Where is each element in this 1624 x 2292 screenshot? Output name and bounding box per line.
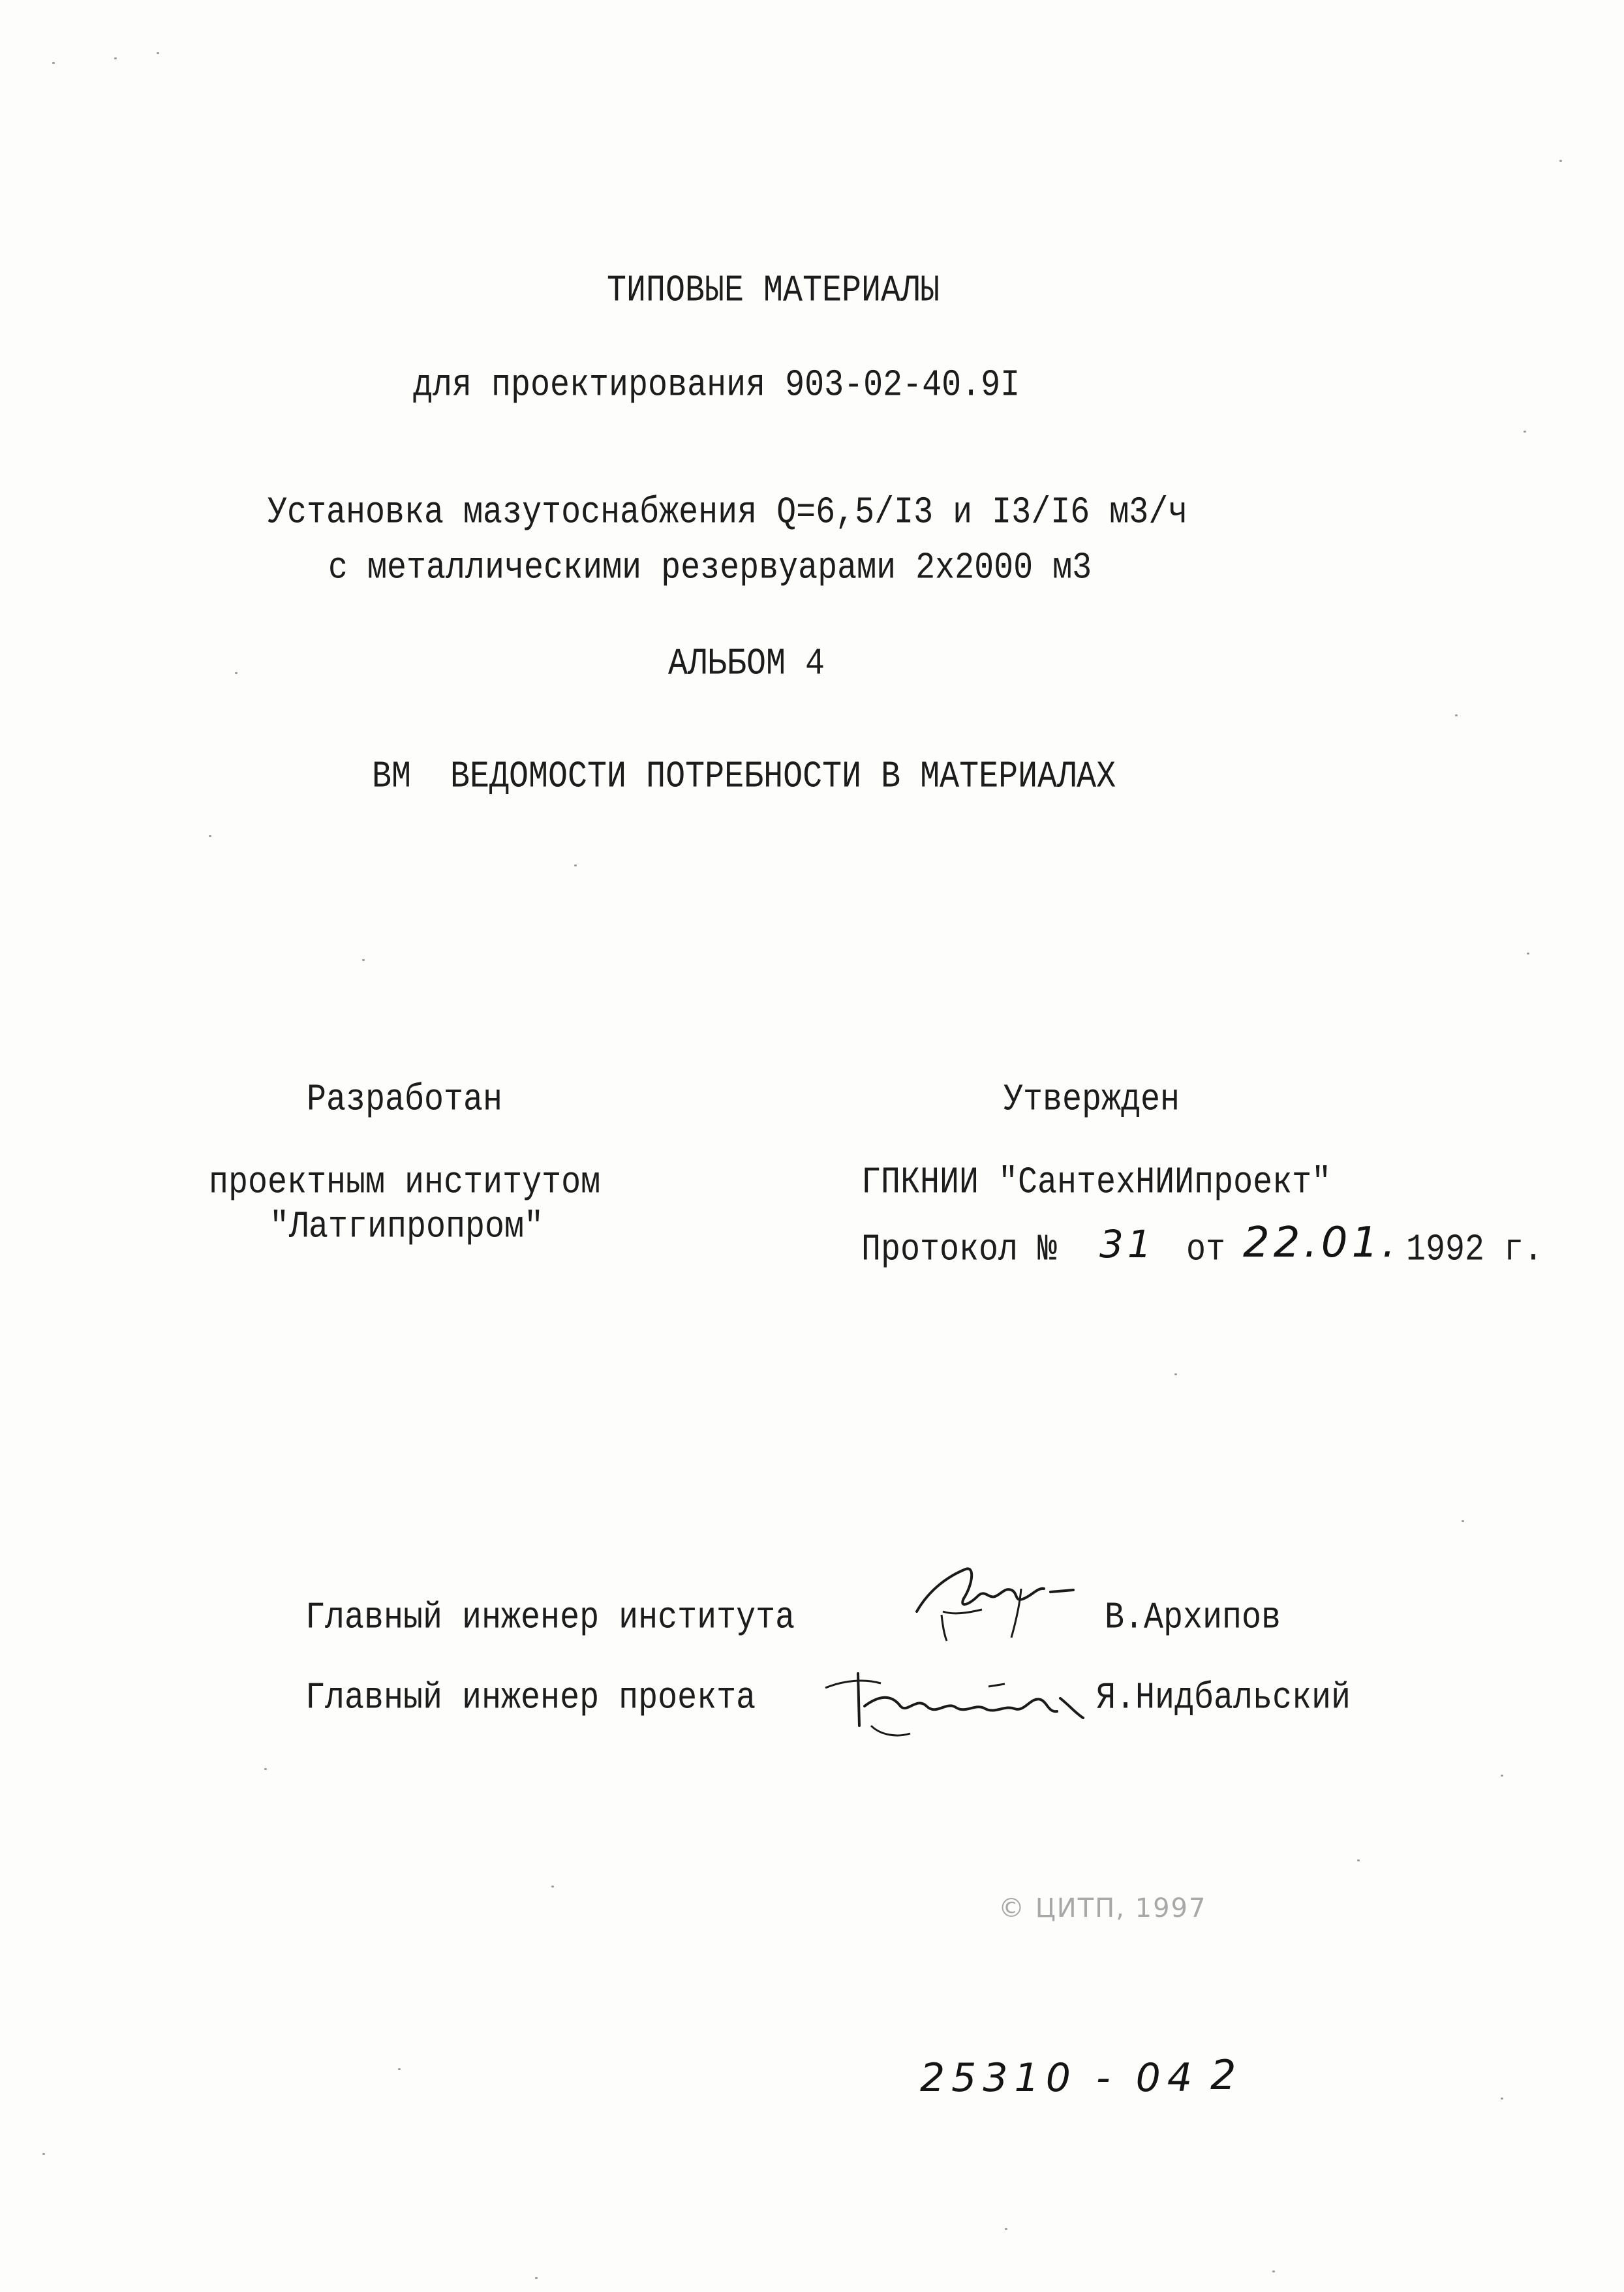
- section-title: ВМ ВЕДОМОСТИ ПОТРЕБНОСТИ В МАТЕРИАЛАХ: [372, 756, 1116, 799]
- scan-speck: [1559, 160, 1562, 162]
- project-line-1: Установка мазутоснабжения Q=6,5/I3 и I3/I6 м3/ч: [268, 491, 1188, 534]
- scan-speck: [1524, 431, 1526, 433]
- scan-speck: [114, 57, 117, 59]
- scan-speck: [1527, 953, 1529, 955]
- protocol-number: 31: [1099, 1222, 1156, 1266]
- developed-institute-line2: "Латгипропром": [269, 1206, 544, 1249]
- signature-arkhipov: [904, 1550, 1099, 1647]
- document-number: 25310 - 04: [920, 2055, 1199, 2101]
- document-title: ТИПОВЫЕ МАТЕРИАЛЫ: [607, 269, 940, 313]
- scan-speck: [42, 2153, 45, 2155]
- scan-speck: [157, 52, 159, 54]
- approved-organization: ГПКНИИ "СантехНИИпроект": [861, 1161, 1332, 1204]
- protocol-date-handwritten: 22.01.: [1243, 1219, 1400, 1267]
- chief-institute-name: В.Архипов: [1105, 1597, 1281, 1640]
- scan-speck: [264, 1768, 267, 1770]
- scan-speck: [1462, 1520, 1464, 1522]
- scan-speck: [398, 2068, 401, 2070]
- scan-speck: [574, 864, 577, 866]
- chief-project-label: Главный инженер проекта: [305, 1677, 756, 1720]
- scan-speck: [1455, 714, 1458, 716]
- scan-speck: [209, 835, 211, 837]
- protocol-year: 1992 г.: [1406, 1229, 1544, 1272]
- chief-institute-label: Главный инженер института: [305, 1597, 795, 1640]
- scan-speck: [362, 959, 365, 961]
- copyright-stamp: © ЦИТП, 1997: [998, 1893, 1207, 1923]
- approved-label: Утвержден: [1004, 1078, 1180, 1122]
- scan-speck: [52, 62, 55, 64]
- album-number: АЛЬБОМ 4: [668, 643, 825, 686]
- sheet-number: 2: [1210, 2051, 1240, 2099]
- scan-speck: [235, 672, 237, 674]
- scan-speck: [551, 1886, 554, 1887]
- scan-speck: [1501, 2098, 1503, 2100]
- developed-label: Разработан: [307, 1078, 503, 1122]
- protocol-label: Протокол №: [861, 1229, 1058, 1272]
- scan-speck: [535, 2277, 538, 2279]
- project-line-2: с металлическими резервуарами 2х2000 м3: [328, 547, 1092, 590]
- scan-speck: [1005, 2228, 1007, 2230]
- developed-institute-line1: проектным институтом: [209, 1161, 601, 1204]
- scan-speck: [1174, 1373, 1177, 1375]
- scan-speck: [1501, 1775, 1503, 1777]
- scan-speck: [1272, 2270, 1275, 2272]
- protocol-date-prefix: от: [1186, 1229, 1226, 1272]
- document-subtitle: для проектирования 903-02-40.9I: [413, 364, 1020, 407]
- scan-speck: [1357, 1859, 1360, 1861]
- signature-nidbalsky: [819, 1660, 1112, 1745]
- chief-project-name: Я.Нидбальский: [1096, 1677, 1351, 1720]
